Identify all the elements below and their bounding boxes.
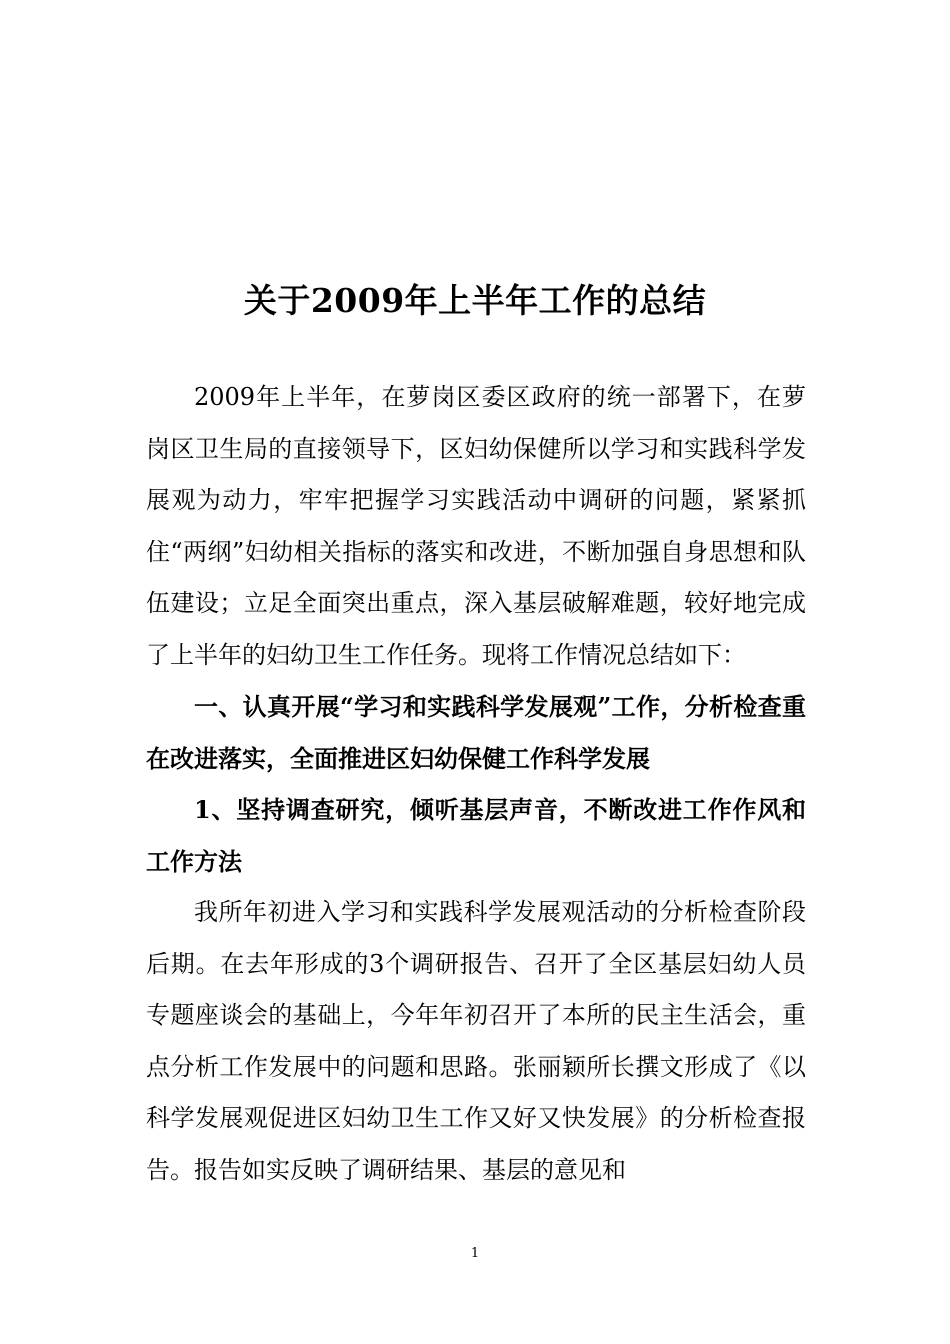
intro-paragraph: 2009年上半年，在萝岗区委区政府的统一部署下，在萝岗区卫生局的直接领导下，区妇幼保健所以学习和实践科学发展观为动力，牢牢把握学习实践活动中调研的问题，紧紧抓住“两纲”妇幼相关指标的落实和改进，不断加强自身思想和队伍建设；立足全面突出重点，深入基层破解难题，较好地完成了上半年的妇幼卫生工作任务。现将工作情况总结如下： (146, 383, 806, 669)
body-paragraph: 我所年初进入学习和实践科学发展观活动的分析检查阶段后期。在去年形成的3个调研报告、召开了全区基层妇幼人员专题座谈会的基础上，今年年初召开了本所的民主生活会，重点分析工作发展中的问题和思路。张丽颖所长撰文形成了《以科学发展观促进区妇幼卫生工作又好又快发展》的分析检查报告。报告如实反映了调研结果、基层的意见和 (146, 898, 806, 1184)
section-heading-1: 一、认真开展“学习和实践科学发展观”工作，分析检查重在改进落实，全面推进区妇幼保健工作科学发展 (146, 692, 806, 773)
page-number: 1 (470, 1246, 480, 1261)
document-title: 关于2009年上半年工作的总结 (243, 281, 707, 320)
document-body (146, 372, 806, 1196)
subsection-heading-1: 1、坚持调查研究，倾听基层声音，不断改进工作作风和工作方法 (146, 795, 806, 876)
